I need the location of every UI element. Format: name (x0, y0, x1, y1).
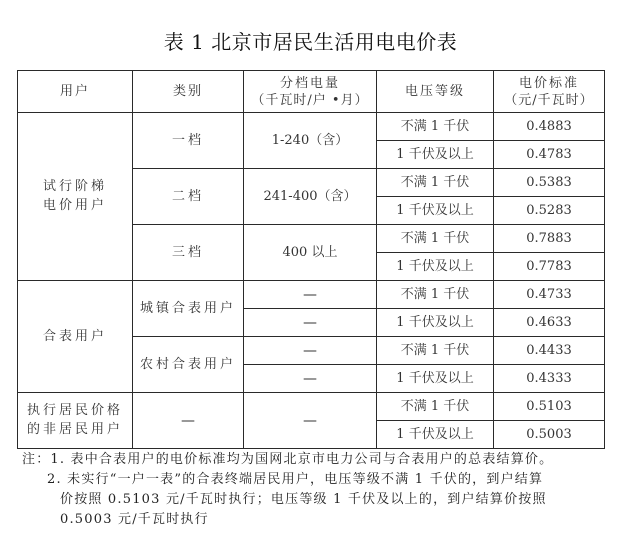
voltage-cell: 不满 1 千伏 (377, 169, 494, 197)
volume-dash: — (244, 281, 377, 309)
voltage-cell: 不满 1 千伏 (377, 225, 494, 253)
header-user: 用户 (18, 71, 133, 113)
table-row (18, 393, 605, 421)
category-urban-shared: 城镇合表用户 (133, 281, 244, 337)
voltage-cell: 不满 1 千伏 (377, 393, 494, 421)
price-cell: 0.5283 (494, 197, 605, 225)
group-tiered (18, 113, 133, 281)
volume-dash: — (244, 337, 377, 365)
table-title: 表 1 北京市居民生活用电电价表 (163, 30, 458, 54)
group-tiered-line2: 电价用户 (42, 198, 107, 213)
category-tier3: 三档 (133, 225, 244, 281)
voltage-cell: 1 千伏及以上 (377, 253, 494, 281)
voltage-cell: 1 千伏及以上 (377, 309, 494, 337)
volume-tier3: 400 以上 (244, 225, 377, 281)
header-category: 类别 (133, 71, 244, 113)
category-rural-shared: 农村合表用户 (133, 337, 244, 393)
note-2: 2. 未实行“一户一表”的合表终端居民用户，电压等级不满 1 千伏的，到户结算 (47, 472, 544, 487)
table-row (18, 281, 605, 309)
header-price-line1: 电价标准 (518, 75, 579, 91)
note-2-cont: 价按照 0.5103 元/千瓦时执行；电压等级 1 千伏及以上的，到户结算价按照 (60, 492, 547, 507)
header-row (18, 71, 605, 113)
header-voltage: 电压等级 (377, 71, 494, 113)
price-cell: 0.7783 (494, 253, 605, 281)
category-dash: — (133, 393, 244, 449)
voltage-cell: 不满 1 千伏 (377, 113, 494, 141)
group-nonres-line2: 的非居民用户 (26, 422, 123, 437)
voltage-cell: 1 千伏及以上 (377, 141, 494, 169)
price-cell: 0.4633 (494, 309, 605, 337)
group-nonresidential (18, 393, 133, 449)
price-cell: 0.4733 (494, 281, 605, 309)
voltage-cell: 1 千伏及以上 (377, 421, 494, 449)
header-tier-volume-line2: （千瓦时/户 •月） (251, 92, 369, 108)
volume-dash: — (244, 393, 377, 449)
header-tier-volume-line1: 分档电量 (279, 75, 340, 91)
price-cell: 0.5103 (494, 393, 605, 421)
volume-tier1: 1-240（含） (244, 113, 377, 169)
group-shared: 合表用户 (18, 281, 133, 393)
header-price (494, 71, 605, 113)
group-tiered-line1: 试行阶梯 (42, 179, 107, 194)
table-row (18, 113, 605, 141)
volume-dash: — (244, 309, 377, 337)
header-tier-volume (244, 71, 377, 113)
voltage-cell: 不满 1 千伏 (377, 281, 494, 309)
price-cell: 0.4783 (494, 141, 605, 169)
group-nonres-line1: 执行居民价格 (26, 403, 123, 418)
category-tier1: 一档 (133, 113, 244, 169)
category-tier2: 二档 (133, 169, 244, 225)
header-price-line2: （元/千瓦时） (504, 92, 594, 108)
note-2-cont2: 0.5003 元/千瓦时执行 (60, 512, 209, 527)
price-cell: 0.4433 (494, 337, 605, 365)
note-1: 注：1. 表中合表用户的电价标准均为国网北京市电力公司与合表用户的总表结算价。 (22, 452, 554, 467)
volume-dash: — (244, 365, 377, 393)
price-cell: 0.5383 (494, 169, 605, 197)
voltage-cell: 不满 1 千伏 (377, 337, 494, 365)
voltage-cell: 1 千伏及以上 (377, 365, 494, 393)
voltage-cell: 1 千伏及以上 (377, 197, 494, 225)
price-cell: 0.4333 (494, 365, 605, 393)
table-notes (22, 450, 612, 530)
price-cell: 0.4883 (494, 113, 605, 141)
price-cell: 0.7883 (494, 225, 605, 253)
electricity-price-table (17, 70, 605, 449)
volume-tier2: 241-400（含） (244, 169, 377, 225)
price-cell: 0.5003 (494, 421, 605, 449)
